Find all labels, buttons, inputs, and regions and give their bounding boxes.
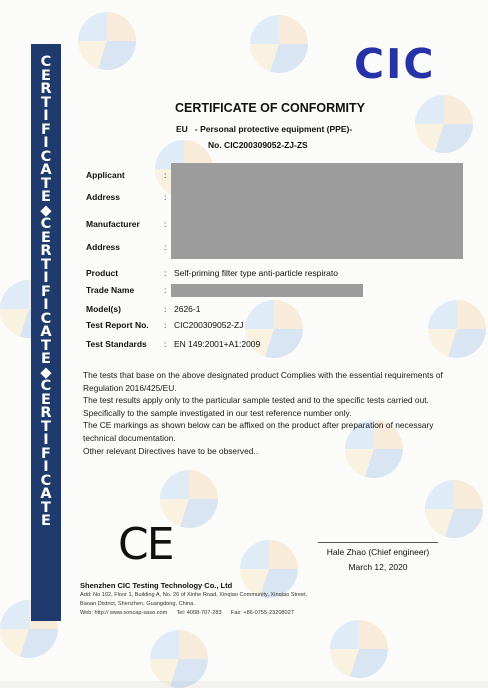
watermark-logo-icon: [425, 480, 483, 538]
statement-paragraph: The test results apply only to the particular sample tested and to the specific tests carried out.: [83, 395, 429, 406]
field-label: Test Standards: [86, 339, 147, 349]
field-value: Self-priming filter type anti-particle respirato: [174, 268, 338, 278]
redacted-block: [171, 163, 463, 259]
statement-paragraph: Specifically to the sample investigated in our test reference number only.: [83, 407, 352, 418]
side-band-glyph: T: [41, 337, 51, 354]
field-label: Address: [86, 242, 121, 252]
side-band-glyph: C: [40, 310, 52, 327]
side-band-glyph: T: [41, 256, 51, 273]
watermark-logo-icon: [245, 300, 303, 358]
statement-paragraph: The CE markings as shown below can be affixed on the product after preparation of necessary technical documentation.: [83, 420, 434, 443]
side-band-glyph: C: [40, 148, 52, 165]
side-band-glyph: C: [40, 378, 52, 394]
signature-date: March 12, 2020: [348, 562, 408, 572]
side-band-text: [31, 56, 61, 529]
certificate-statement: [83, 369, 443, 457]
signature-line: [318, 542, 438, 543]
field-colon: :: [164, 219, 167, 229]
watermark-logo-icon: [250, 15, 308, 73]
side-band-glyph: E: [41, 229, 51, 246]
side-band-glyph: C: [40, 54, 52, 70]
field-colon: :: [164, 304, 167, 314]
side-band-glyph: I: [43, 297, 49, 313]
side-band-glyph: I: [43, 270, 49, 286]
side-band-glyph: T: [41, 499, 51, 516]
side-band-glyph: R: [40, 405, 52, 421]
side-band-glyph: I: [43, 108, 49, 124]
side-band-glyph: A: [40, 162, 52, 178]
issuer-contact: Web: http:// www.soncap-saso.com Tel: 4008-707-283 Fax: +86-0755-23208027: [80, 610, 294, 616]
field-label: Trade Name: [86, 285, 135, 295]
issuer-address-line: Baoan District, Shenzhen, Guangdong, China.: [80, 601, 195, 607]
field-label: Model(s): [86, 304, 121, 314]
field-colon: :: [164, 192, 167, 202]
watermark-logo-icon: [150, 630, 208, 688]
side-band-glyph: T: [41, 175, 51, 192]
field-colon: :: [164, 320, 167, 330]
watermark-logo-icon: [330, 620, 388, 678]
statement-paragraph: The tests that base on the above designated product Complies with the essential requirements of Regulation 2016/425/EU.: [83, 370, 443, 393]
field-colon: :: [164, 268, 167, 278]
signatory-name: Hale Zhao (Chief engineer): [326, 547, 430, 557]
side-band-glyph: R: [40, 81, 52, 97]
issuer-company: Shenzhen CIC Testing Technology Co., Ltd: [80, 581, 233, 590]
field-colon: :: [164, 242, 167, 252]
certificate-title: CERTIFICATE OF CONFORMITY: [174, 101, 366, 115]
side-band-glyph: E: [41, 513, 51, 529]
side-band-glyph: R: [40, 243, 52, 259]
issuer-address-line: Add: No.102, Floor 1, Building A, No. 26 of Xinhe Road, Xinqiao Community, Xinqiao Street,: [80, 592, 308, 598]
watermark-logo-icon: [428, 300, 486, 358]
redacted-trade-name: [171, 284, 363, 297]
field-label: Applicant: [86, 170, 125, 180]
side-band-glyph: I: [43, 135, 49, 151]
side-band-glyph: E: [41, 391, 51, 408]
side-band-glyph: I: [43, 459, 49, 475]
field-label: Test Report No.: [86, 320, 149, 330]
side-band-glyph: ◆: [40, 364, 52, 381]
cic-logo: CIC: [354, 40, 436, 88]
side-band-glyph: ◆: [40, 202, 52, 219]
side-band-glyph: I: [43, 432, 49, 448]
side-band-glyph: A: [40, 486, 52, 502]
field-label: Address: [86, 192, 121, 202]
field-label: Product: [86, 268, 119, 278]
field-colon: :: [164, 170, 167, 180]
field-value: CIC200309052-ZJ: [174, 320, 244, 330]
side-band-glyph: A: [40, 324, 52, 340]
field-colon: :: [164, 285, 167, 295]
statement-paragraph: Other relevant Directives have to be observed..: [83, 445, 259, 456]
side-band-glyph: C: [40, 472, 52, 489]
ce-mark-icon: CE: [118, 519, 173, 570]
side-band-glyph: T: [41, 94, 51, 111]
side-band-glyph: F: [41, 121, 51, 138]
field-value: EN 149:2001+A1:2009: [174, 339, 261, 349]
certificate-number: No. CIC200309052-ZJ-ZS: [208, 140, 308, 150]
side-band-glyph: E: [41, 189, 51, 205]
watermark-logo-icon: [78, 12, 136, 70]
field-value: 2626-1: [174, 304, 201, 314]
watermark-logo-icon: [415, 95, 473, 153]
field-colon: :: [164, 339, 167, 349]
side-band-glyph: F: [41, 283, 51, 300]
certificate-scope: EU - Personal protective equipment (PPE)-: [176, 124, 353, 134]
side-band-glyph: F: [41, 445, 51, 462]
side-band-glyph: E: [41, 351, 51, 367]
side-band-glyph: C: [40, 216, 52, 232]
side-band-glyph: T: [41, 418, 51, 435]
watermark-logo-icon: [240, 540, 298, 598]
field-label: Manufacturer: [86, 219, 140, 229]
side-band-glyph: E: [41, 67, 51, 84]
